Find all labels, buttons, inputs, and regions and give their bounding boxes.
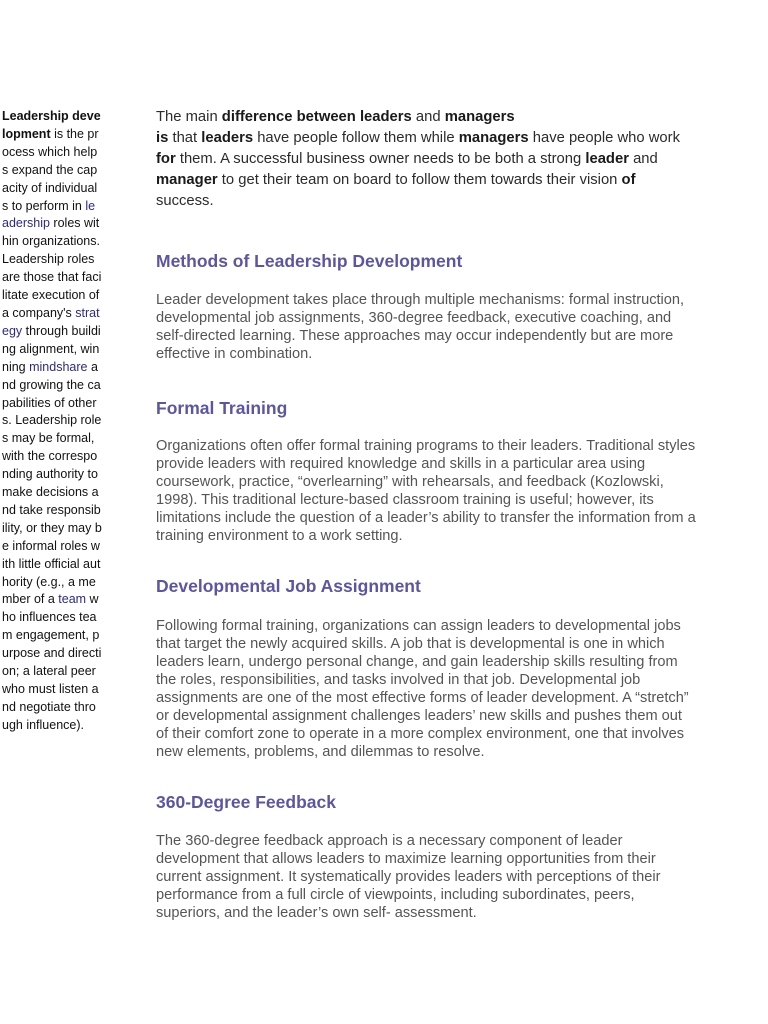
intro-text: have people follow them while bbox=[253, 130, 459, 146]
sidebar-text: roles within organizations. Leadership roles are those that facilitate execution of a company's bbox=[2, 216, 102, 320]
sidebar-text: is the process which helps expand the capacity of individuals to perform in bbox=[2, 126, 99, 213]
intro-text: to get their team on board to follow them towards their vision bbox=[217, 172, 622, 188]
sidebar-text: through building alignment, winning bbox=[2, 323, 101, 374]
link-leadership[interactable]: leadership bbox=[2, 198, 96, 231]
link-mindshare[interactable]: mindshare bbox=[29, 359, 88, 374]
link-team[interactable]: team bbox=[58, 592, 87, 607]
intro-bold: managers bbox=[444, 109, 515, 125]
intro-bold: managers bbox=[458, 130, 529, 146]
intro-text: success. bbox=[156, 193, 214, 209]
intro-text: them. A successful business owner needs to be both a strong bbox=[175, 151, 586, 167]
section-heading-formal-training: Formal Training bbox=[156, 398, 288, 418]
sidebar-definition bbox=[2, 108, 102, 735]
intro-bold: is bbox=[156, 130, 169, 146]
intro-paragraph bbox=[156, 107, 696, 212]
section-body-formal-training: Organizations often offer formal training programs to their leaders. Traditional styles provide leaders with required knowledge and skills in a particular area using coursework, practice, “overlearning” with rehearsals, and feedback (Kozlowski, 1998). This traditional lecture-based classroom training is useful; however, its limitations include the question of a leader’s ability to transfer the information from a training environment to a work setting. bbox=[156, 438, 696, 544]
intro-text: have people who work bbox=[528, 130, 680, 146]
section-body-360-feedback: The 360-degree feedback approach is a necessary component of leader development that allows leaders to maximize learning opportunities from their current assignment. It systematically provides leaders with perceptions of their performance from a full circle of viewpoints, including subordinates, peers, superiors, and the leader’s own self- assessment. bbox=[156, 833, 661, 921]
intro-bold: for bbox=[156, 151, 176, 167]
intro-bold: leader bbox=[585, 151, 629, 167]
section-body-developmental-job: Following formal training, organizations can assign leaders to developmental jobs that target the newly acquired skills. A job that is developmental is one in which leaders learn, undergo personal change, and gain leadership skills resulting from the roles, responsibilities, and tasks involved in that job. Developmental job assignments are one of the most effective forms of leader development. A “stretch” or developmental assignment challenges leaders’ new skills and pushes them out of their comfort zone to operate in a more complex environment, one that involves new elements, problems, and dilemmas to resolve. bbox=[156, 618, 689, 760]
main-content bbox=[156, 107, 696, 922]
sidebar-term: Leadership development bbox=[2, 109, 101, 141]
intro-bold: manager bbox=[156, 172, 218, 188]
intro-text: The main bbox=[156, 109, 222, 125]
intro-text: and bbox=[628, 151, 658, 167]
intro-text: and bbox=[411, 109, 445, 125]
intro-bold: leaders bbox=[201, 130, 254, 146]
section-body-methods: Leader development takes place through multiple mechanisms: formal instruction, developmental job assignments, 360-degree feedback, executive coaching, and self-directed learning. These approaches may occur independently but are more effective in combination. bbox=[156, 292, 685, 362]
sidebar-text: and growing the capabilities of others. Leadership roles may be formal, with the corresponding authority to make decisions and take responsibility, or they may be informal roles with little official authority (e.g., a member of a bbox=[2, 359, 102, 607]
intro-bold: of bbox=[621, 172, 636, 188]
intro-text: that bbox=[168, 130, 202, 146]
section-heading-developmental-job: Developmental Job Assignment bbox=[156, 576, 421, 596]
section-heading-methods: Methods of Leadership Development bbox=[156, 251, 463, 271]
intro-bold: difference between leaders bbox=[221, 109, 412, 125]
sidebar-text: who influences team engagement, purpose and direction; a lateral peer who must listen and negotiate through influence). bbox=[2, 592, 102, 732]
section-heading-360-feedback: 360-Degree Feedback bbox=[156, 792, 336, 812]
link-strategy[interactable]: strategy bbox=[2, 305, 100, 338]
